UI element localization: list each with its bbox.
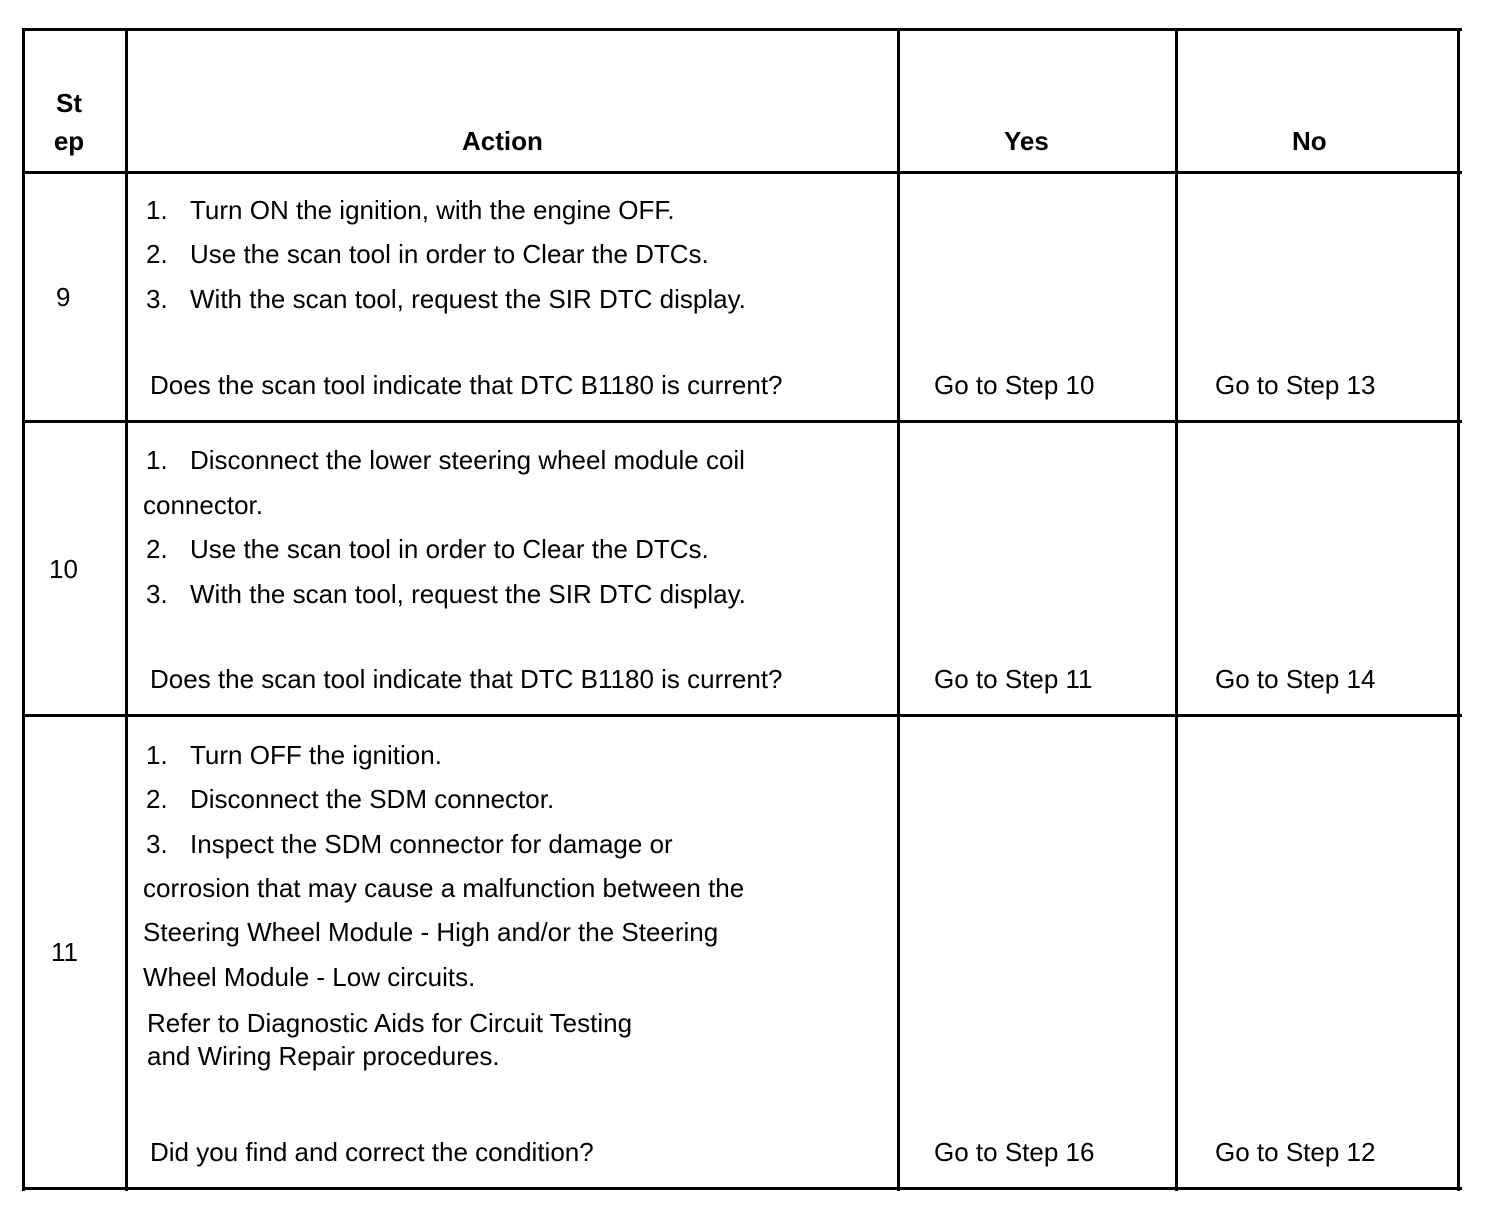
item-text: Use the scan tool in order to Clear the DTCs. [190,239,709,269]
action-item [146,445,745,475]
column-divider-yes-no [1175,28,1178,1191]
table-border-bottom [22,1187,1462,1190]
item-text: Use the scan tool in order to Clear the DTCs. [190,534,709,564]
item-text: Inspect the SDM connector for damage or [190,829,673,859]
action-item [146,534,709,564]
header-no: No [1292,126,1327,156]
item-text: Disconnect the lower steering wheel module coil [190,445,745,475]
step-number: 11 [51,937,78,967]
row-divider-9-10 [22,420,1462,423]
action-item [146,579,746,609]
header-divider [22,171,1462,174]
item-number: 1. [146,740,168,770]
step-number: 9 [56,282,71,312]
reference-note-line2: and Wiring Repair procedures. [147,1041,500,1071]
item-text: Turn ON the ignition, with the engine OFF. [190,195,675,225]
item-number: 2. [146,534,168,564]
header-step-line1: St [56,88,82,118]
item-text: Disconnect the SDM connector. [190,784,555,814]
question-text: Does the scan tool indicate that DTC B1180 is current? [150,370,783,400]
item-number: 2. [146,784,168,814]
item-number: 3. [146,579,168,609]
row-divider-10-11 [22,714,1462,717]
item-text: connector. [143,490,263,520]
yes-result-link[interactable]: Go to Step 10 [934,370,1095,400]
yes-result-link[interactable]: Go to Step 16 [934,1137,1095,1167]
no-result-link[interactable]: Go to Step 13 [1215,370,1376,400]
column-divider-action-yes [897,28,900,1191]
action-item [146,784,554,814]
column-divider-step-action [125,28,128,1191]
header-step [52,88,86,156]
table-border-top [22,28,1462,31]
action-item [146,829,673,859]
item-text: Turn OFF the ignition. [190,740,442,770]
item-text: With the scan tool, request the SIR DTC display. [190,579,746,609]
action-item [146,284,746,314]
step-number: 10 [49,554,78,584]
table-border-left [22,28,25,1191]
action-item-continuation [143,490,263,520]
item-number: 1. [146,445,168,475]
item-number: 2. [146,239,168,269]
action-item-continuation [143,917,718,947]
header-yes: Yes [1004,126,1049,156]
reference-note-line1: Refer to Diagnostic Aids for Circuit Testing [147,1008,633,1038]
item-text: Wheel Module - Low circuits. [143,962,476,992]
no-result-link[interactable]: Go to Step 12 [1215,1137,1376,1167]
no-result-link[interactable]: Go to Step 14 [1215,664,1376,694]
action-item-continuation [143,962,475,992]
action-item [146,195,675,225]
item-text: Steering Wheel Module - High and/or the Steering [143,917,719,947]
question-text: Does the scan tool indicate that DTC B1180 is current? [150,664,783,694]
header-step-line2: ep [53,126,85,156]
item-text: corrosion that may cause a malfunction between the [143,873,745,903]
table-border-right [1457,28,1460,1191]
action-item [146,239,709,269]
action-item-continuation [143,873,744,903]
item-number: 3. [146,829,168,859]
yes-result-link[interactable]: Go to Step 11 [934,664,1093,694]
item-number: 3. [146,284,168,314]
question-text: Did you find and correct the condition? [150,1137,594,1167]
action-item [146,740,442,770]
item-text: With the scan tool, request the SIR DTC display. [190,284,746,314]
item-number: 1. [146,195,168,225]
header-action: Action [462,126,543,156]
